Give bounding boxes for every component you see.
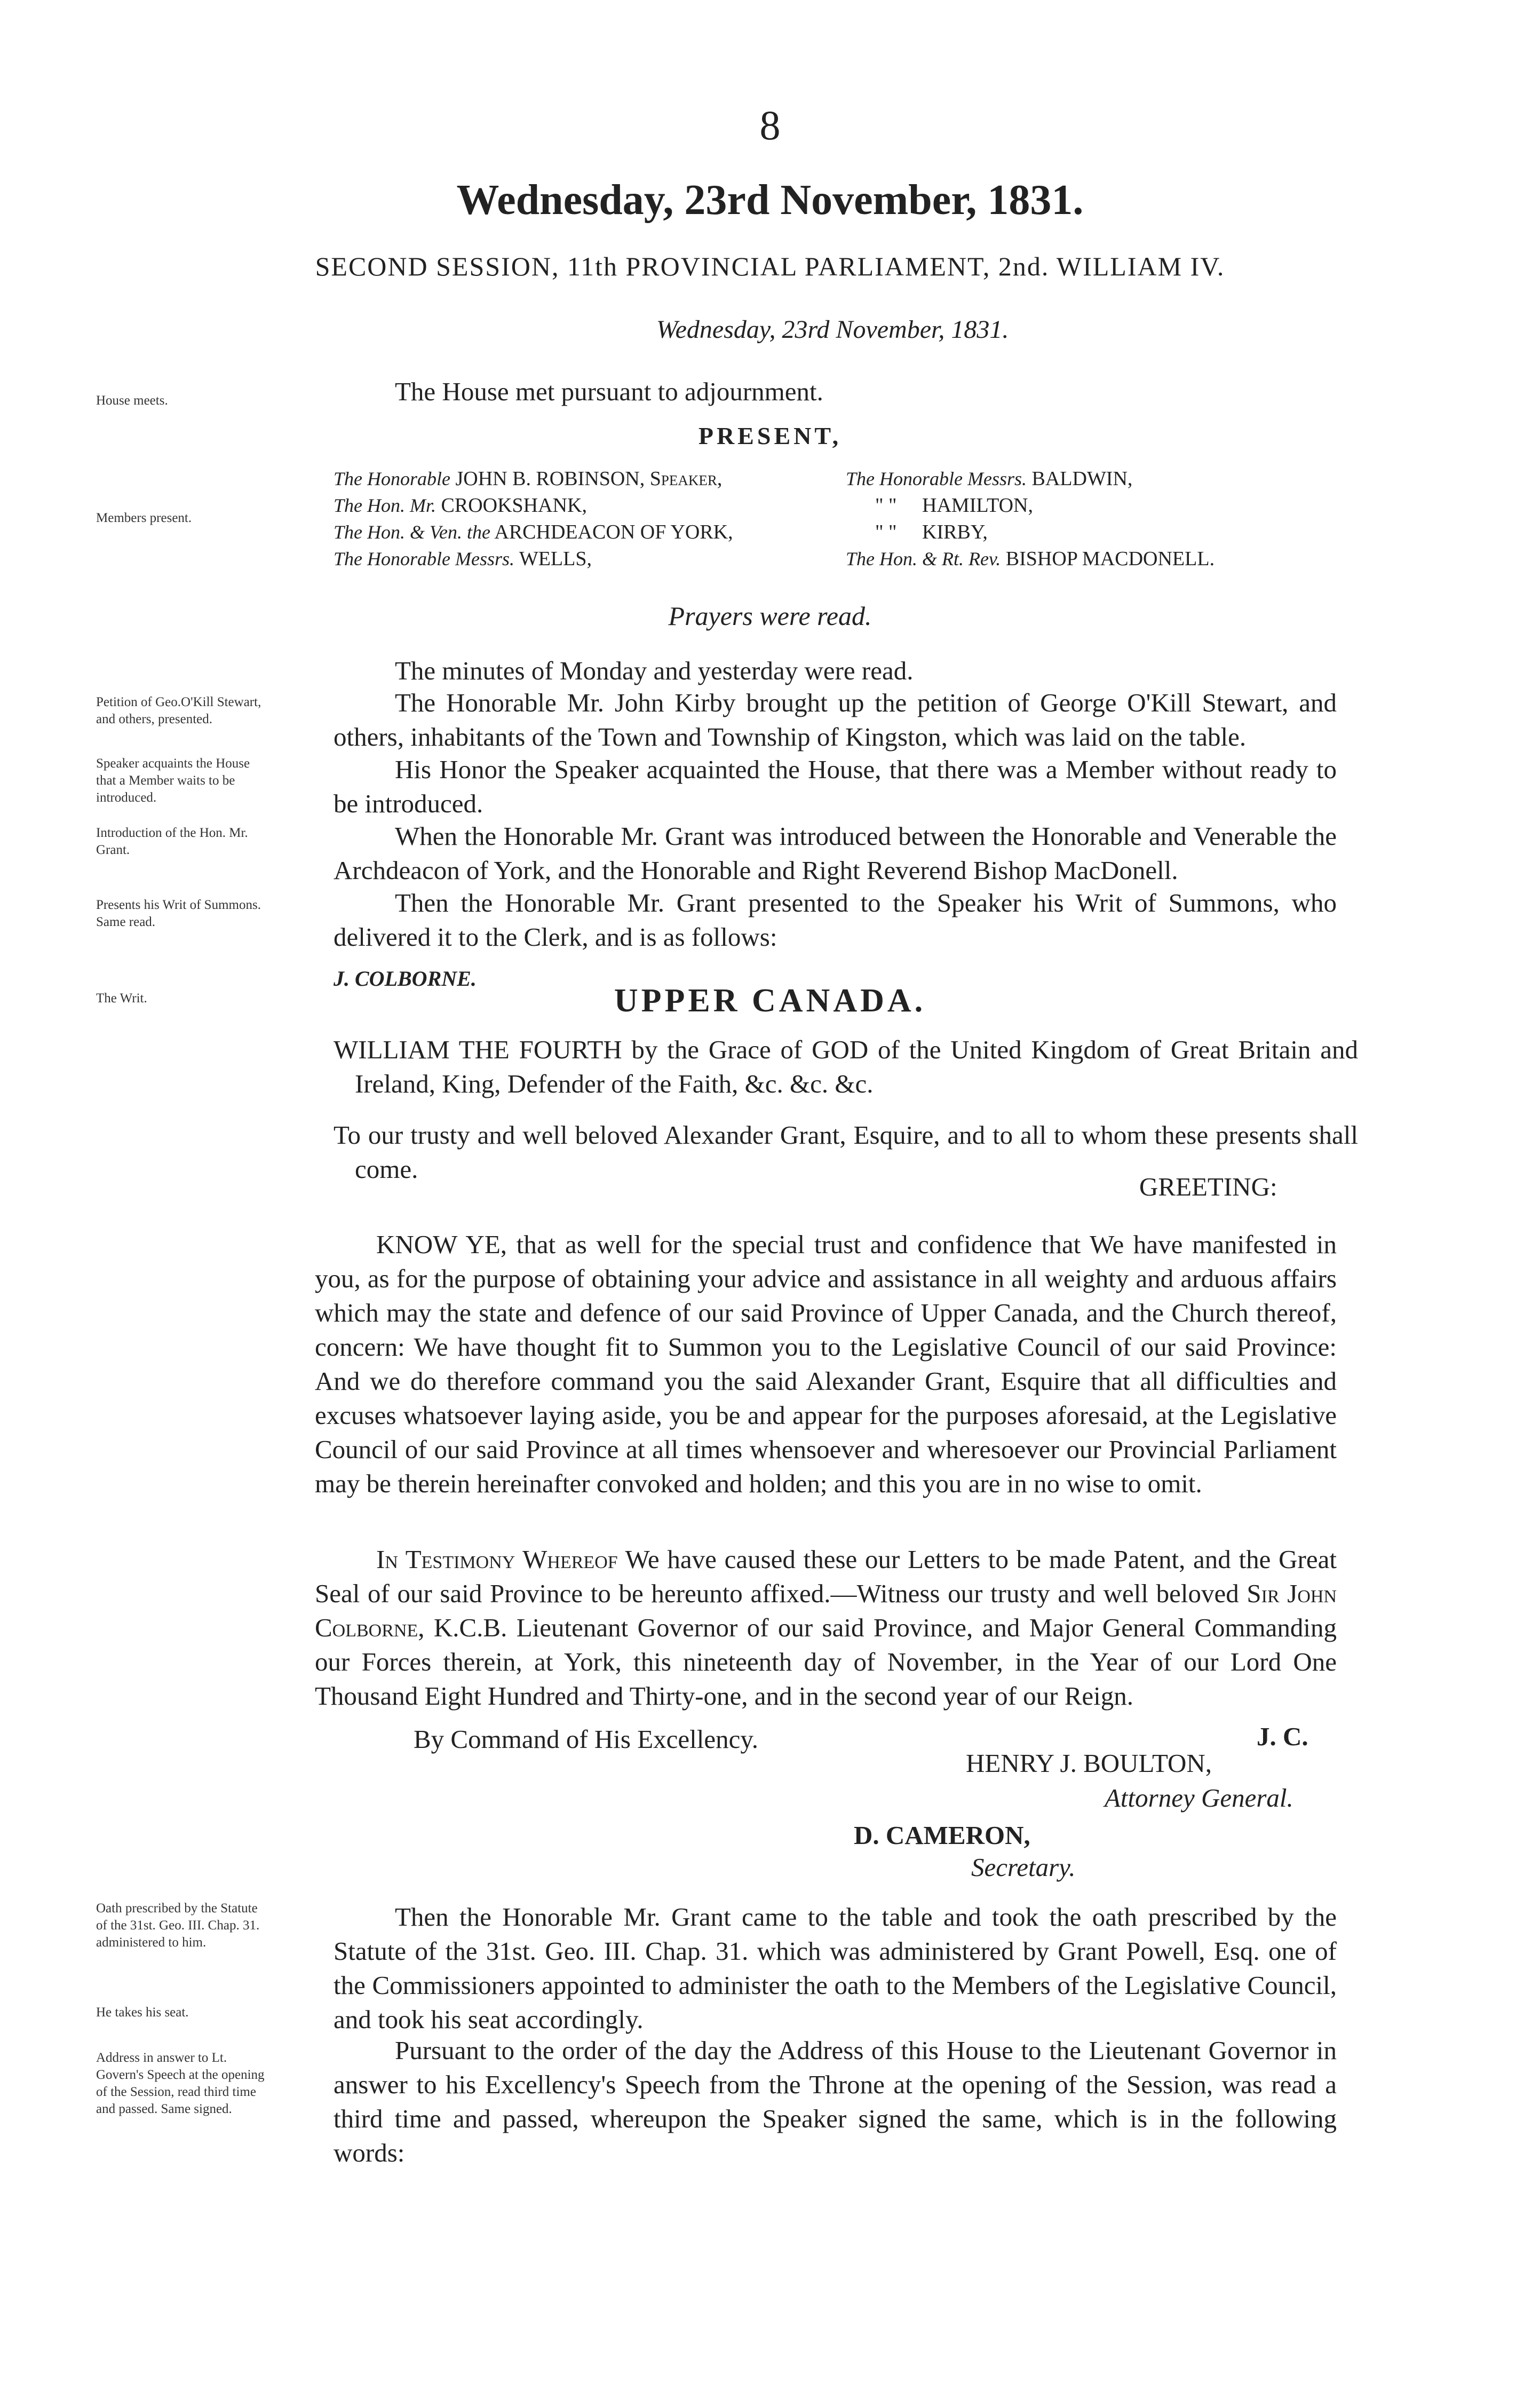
present-right-3: " " KIRBY,	[875, 521, 988, 543]
writ-testimony: In Testimony Whereof We have caused these our Letters to be made Patent, and the Great Seal of our said Province to be hereunto affixed.—Witness our trusty and well beloved Sir John Colborne, K.C.B. Lieutenant Governor of our said Province, and Major General Commanding our Forces therein, at York, this nineteenth day of November, in the Year of our Lord One Thousand Eight Hundred and Thirty-one, and in the second year of our Reign.	[315, 1545, 1337, 1711]
writ-upper-canada: UPPER CANADA.	[614, 983, 926, 1019]
margin-note-oath: Oath prescribed by the Statute of the 31st. Geo. III. Chap. 31. administered to him.	[96, 1901, 260, 1950]
writ-boulton: HENRY J. BOULTON,	[966, 1748, 1212, 1778]
margin-note-house-meets: House meets.	[96, 393, 168, 408]
present-left-1: The Honorable JOHN B. ROBINSON, Speaker,	[334, 468, 723, 490]
writ-attorney-general: Attorney General.	[1105, 1783, 1293, 1813]
writ-colborne: J. COLBORNE.	[334, 967, 477, 991]
writ-greeting: GREETING:	[1139, 1172, 1277, 1201]
para-grant-intro: When the Honorable Mr. Grant was introduced between the Honorable and Venerable the Archdeacon of York, and the Honorable and Right Reverend Bishop MacDonell.	[334, 821, 1337, 885]
page-title: Wednesday, 23rd November, 1831.	[456, 177, 1084, 224]
margin-note-presents-writ: Presents his Writ of Summons. Same read.	[96, 898, 261, 929]
present-left-3: The Hon. & Ven. the ARCHDEACON OF YORK,	[334, 521, 733, 543]
para-petition: The Honorable Mr. John Kirby brought up the petition of George O'Kill Stewart, and others, inhabitants of the Town and Township of Kingston, which was laid on the table.	[334, 688, 1337, 751]
margin-note-address: Address in answer to Lt. Govern's Speech at the opening of the Session, read third time and passed. Same signed.	[96, 2051, 265, 2116]
margin-note-petition: Petition of Geo.O'Kill Stewart, and others, presented.	[96, 695, 261, 726]
present-right-1: The Honorable Messrs. BALDWIN,	[846, 468, 1133, 490]
margin-note-members-present: Members present.	[96, 511, 192, 525]
writ-cameron: D. CAMERON,	[854, 1821, 1030, 1850]
session-line: SECOND SESSION, 11th PROVINCIAL PARLIAMENT, 2nd. WILLIAM IV.	[315, 251, 1225, 281]
margin-note-introduction: Introduction of the Hon. Mr. Grant.	[96, 826, 248, 857]
para-minutes: The minutes of Monday and yesterday were read.	[395, 656, 914, 685]
present-right-2: " " HAMILTON,	[875, 494, 1033, 517]
present-left-2: The Hon. Mr. CROOKSHANK,	[334, 494, 587, 517]
writ-know-ye: KNOW YE, that as well for the special trust and confidence that We have manifested in you, as for the purpose of obtaining your advice and assistance in all weighty and arduous affairs which may the state and defence of our said Province of Upper Canada, and the Church thereof, concern: We have thought fit to Summon you to the Legislative Council of our said Province: And we do therefore command you the said Alexander Grant, Esquire that all difficulties and excuses whatsoever laying aside, you be and appear for the purposes aforesaid, at the Legislative Council of our said Province at all times whensoever and wheresoever our Provincial Parliament may be therein hereinafter convoked and holden; and this you are in no wise to omit.	[315, 1230, 1337, 1498]
margin-note-speaker: Speaker acquaints the House that a Member waits to be introduced.	[96, 756, 250, 805]
writ-to-grant: To our trusty and well beloved Alexander Grant, Esquire, and to all to whom these presents shall come.	[334, 1120, 1358, 1184]
margin-note-takes-seat: He takes his seat.	[96, 2005, 189, 2020]
para-writ-presented: Then the Honorable Mr. Grant presented to the Speaker his Writ of Summons, who delivered it to the Clerk, and is as follows:	[334, 888, 1337, 952]
writ-secretary: Secretary.	[971, 1853, 1076, 1882]
page-number: 8	[759, 102, 781, 148]
margin-note-the-writ: The Writ.	[96, 991, 147, 1006]
present-right-4: The Hon. & Rt. Rev. BISHOP MACDONELL.	[846, 548, 1215, 570]
para-oath: Then the Honorable Mr. Grant came to the table and took the oath prescribed by the Statute of the 31st. Geo. III. Chap. 31. which was administered by Grant Powell, Esq. one of the Commissioners appointed to administer the oath to the Members of the Legislative Council, and took his seat accordingly.	[334, 1902, 1337, 2034]
present-left-4: The Honorable Messrs. WELLS,	[334, 548, 592, 570]
dateline: Wednesday, 23rd November, 1831.	[656, 315, 1009, 344]
prayers-line: Prayers were read.	[668, 601, 872, 631]
writ-by-command: By Command of His Excellency.	[414, 1724, 758, 1754]
writ-king: WILLIAM THE FOURTH by the Grace of GOD of the United Kingdom of Great Britain and Ireland, King, Defender of the Faith, &c. &c. &c.	[334, 1035, 1358, 1098]
para-address: Pursuant to the order of the day the Address of this House to the Lieutenant Governor in answer to his Excellency's Speech from the Throne at the opening of the Session, was read a third time and passed, whereupon the Speaker signed the same, which is in the following words:	[334, 2036, 1337, 2167]
para-speaker: His Honor the Speaker acquainted the House, that there was a Member without ready to be introduced.	[334, 755, 1337, 818]
house-met-line: The House met pursuant to adjournment.	[395, 377, 823, 406]
writ-jc: J. C.	[1257, 1722, 1308, 1751]
present-heading: PRESENT,	[698, 422, 842, 449]
